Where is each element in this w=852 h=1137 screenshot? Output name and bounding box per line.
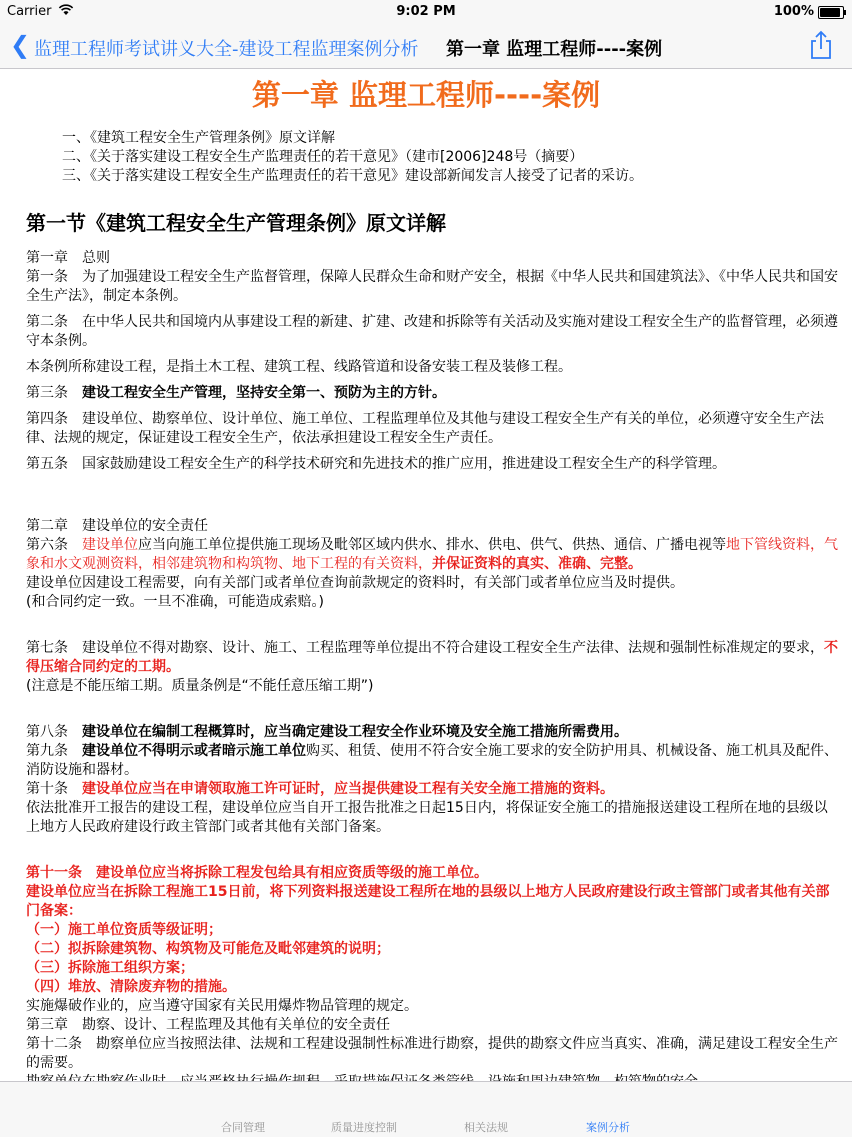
article-11-paragraph-3: 实施爆破作业的，应当遵守国家有关民用爆炸物品管理的规定。 — [26, 998, 418, 1014]
tab-case-analysis[interactable]: 案例分析 — [586, 1121, 630, 1134]
article-9-bold: 建设单位不得明示或者暗示施工单位 — [82, 743, 306, 759]
table-of-contents — [62, 129, 643, 186]
article-11-item: （二）拟拆除建筑物、构筑物及可能危及毗邻建筑的说明； — [26, 941, 390, 957]
article-11-item: （四）堆放、清除废弃物的措施。 — [26, 979, 236, 995]
article-11-item: （一）施工单位资质等级证明； — [26, 922, 222, 938]
toc-item[interactable]: 二、《关于落实建设工程安全生产监理责任的若干意见》（建市[2006]248号（摘要） — [62, 149, 584, 165]
carrier-label: Carrier — [7, 4, 52, 19]
tab-contract-management[interactable]: 合同管理 — [221, 1121, 265, 1134]
article-3-text: 建设工程安全生产管理，坚持安全第一、预防为主的方针。 — [82, 385, 446, 401]
chapter-3-title: 第三章 勘察、设计、工程监理及其他有关单位的安全责任 — [26, 1017, 390, 1033]
toc-item[interactable]: 一、《建筑工程安全生产管理条例》原文详解 — [62, 130, 335, 146]
article-5: 第五条 国家鼓励建设工程安全生产的科学技术研究和先进技术的推广应用，推进建设工程安全生产的科学管理。 — [26, 456, 726, 472]
article-6-highlight: 地下管线资料，气象和水文观测资料，相邻建筑物和构筑物、地下工程的有关资料 — [26, 537, 838, 572]
article-11 — [26, 864, 841, 883]
document-body — [26, 249, 841, 1092]
article-6-note: (和合同约定一致。一旦不准确，可能造成索赔。) — [26, 594, 324, 610]
article-10-paragraph-2: 依法批准开工报告的建设工程，建设单位应当自开工报告批准之日起15日内，将保证安全施工的措施报送建设工程所在地的县级以上地方人民政府建设行政主管部门或者其他有关部门备案。 — [26, 800, 828, 835]
section-heading: 第一节《建筑工程安全生产管理条例》原文详解 — [26, 211, 446, 235]
article-12: 第十二条 勘察单位应当按照法律、法规和工程建设强制性标准进行勘察，提供的勘察文件应当真实、准确，满足建设工程安全生产的需要。 — [26, 1036, 838, 1071]
article-7-highlight: 不得压缩合同约定的工期。 — [26, 640, 838, 675]
article-6-highlight-bold: 并保证资料的真实、准确、完整。 — [432, 556, 642, 572]
article-6 — [26, 536, 841, 574]
article-7 — [26, 639, 841, 677]
article-7-note: (注意是不能压缩工期。质量条例是“不能任意压缩工期”) — [26, 678, 374, 694]
article-1: 第一条 为了加强建设工程安全生产监督管理，保障人民群众生命和财产安全，根据《中华人民共和国建筑法》、《中华人民共和国安全生产法》，制定本条例。 — [26, 269, 838, 304]
article-9-text: 购买、租赁、使用不符合安全施工要求的安全防护用具、机械设备、施工机具及配件、消防设施和器材。 — [26, 743, 838, 778]
status-bar — [0, 0, 852, 24]
clock: 9:02 PM — [396, 4, 456, 19]
share-icon[interactable] — [808, 30, 834, 60]
article-10-highlight: 建设单位应当在申请领取施工许可证时，应当提供建设工程有关安全施工措施的资料。 — [82, 781, 614, 797]
article-2: 第二条 在中华人民共和国境内从事建设工程的新建、扩建、改建和拆除等有关活动及实施对建设工程安全生产的监督管理，必须遵守本条例。 — [26, 314, 838, 349]
article-9 — [26, 742, 841, 780]
battery-icon — [818, 6, 844, 19]
article-9-label: 第九条 — [26, 743, 82, 759]
article-8 — [26, 723, 841, 742]
article-4: 第四条 建设单位、勘察单位、设计单位、施工单位、工程监理单位及其他与建设工程安全生产有关的单位，必须遵守安全生产法律、法规的规定，保证建设工程安全生产，依法承担建设工程安全生产责任。 — [26, 411, 824, 446]
article-3-label: 第三条 — [26, 385, 82, 401]
back-chevron-icon[interactable]: ❮ — [10, 31, 31, 59]
article-6-paragraph-2: 建设单位因建设工程需要，向有关部门或者单位查询前款规定的资料时，有关部门或者单位应当及时提供。 — [26, 575, 684, 591]
document-view[interactable] — [0, 69, 852, 1080]
article-8-label: 第八条 — [26, 724, 82, 740]
article-3 — [26, 384, 841, 403]
article-11-paragraph-2: 建设单位应当在拆除工程施工15日前，将下列资料报送建设工程所在地的县级以上地方人民政府建设行政主管部门或者其他有关部门备案： — [26, 884, 830, 919]
battery-fill — [820, 8, 840, 17]
back-button[interactable]: 监理工程师考试讲义大全-建设工程监理案例分析 — [34, 39, 419, 60]
article-6-label: 第六条 — [26, 537, 82, 553]
article-10 — [26, 780, 841, 799]
article-2-definition: 本条例所称建设工程，是指土木工程、建筑工程、线路管道和设备安装工程及装修工程。 — [26, 359, 572, 375]
article-6-separator: ， — [418, 556, 432, 572]
tab-bar — [0, 1081, 852, 1137]
tab-quality-schedule-control[interactable]: 质量进度控制 — [331, 1121, 397, 1134]
article-11-text: 建设单位应当将拆除工程发包给具有相应资质等级的施工单位。 — [96, 865, 488, 881]
article-8-text: 建设单位在编制工程概算时，应当确定建设工程安全作业环境及安全施工措施所需费用。 — [82, 724, 628, 740]
article-6-highlight: 建设单位 — [82, 537, 138, 553]
article-6-text: 应当向施工单位提供施工现场及毗邻区域内供水、排水、供电、供气、供热、通信、广播电视等 — [138, 537, 726, 553]
chapter-2-title: 第二章 建设单位的安全责任 — [26, 518, 208, 534]
article-10-label: 第十条 — [26, 781, 82, 797]
chapter-heading: 第一章 监理工程师----案例 — [251, 78, 601, 112]
article-7-text: 第七条 建设单位不得对勘察、设计、施工、工程监理等单位提出不符合建设工程安全生产法律、法规和强制性标准规定的要求， — [26, 640, 824, 656]
chapter-1-title: 第一章 总则 — [26, 250, 110, 266]
navigation-bar — [0, 24, 852, 69]
battery-percentage: 100% — [773, 4, 814, 19]
tab-related-regulations[interactable]: 相关法规 — [464, 1121, 508, 1134]
toc-item[interactable]: 三、《关于落实建设工程安全生产监理责任的若干意见》建设部新闻发言人接受了记者的采访。 — [62, 168, 643, 184]
article-11-label: 第十一条 — [26, 865, 96, 881]
page-title: 第一章 监理工程师----案例 — [446, 39, 663, 60]
article-11-item: （三）拆除施工组织方案； — [26, 960, 194, 976]
